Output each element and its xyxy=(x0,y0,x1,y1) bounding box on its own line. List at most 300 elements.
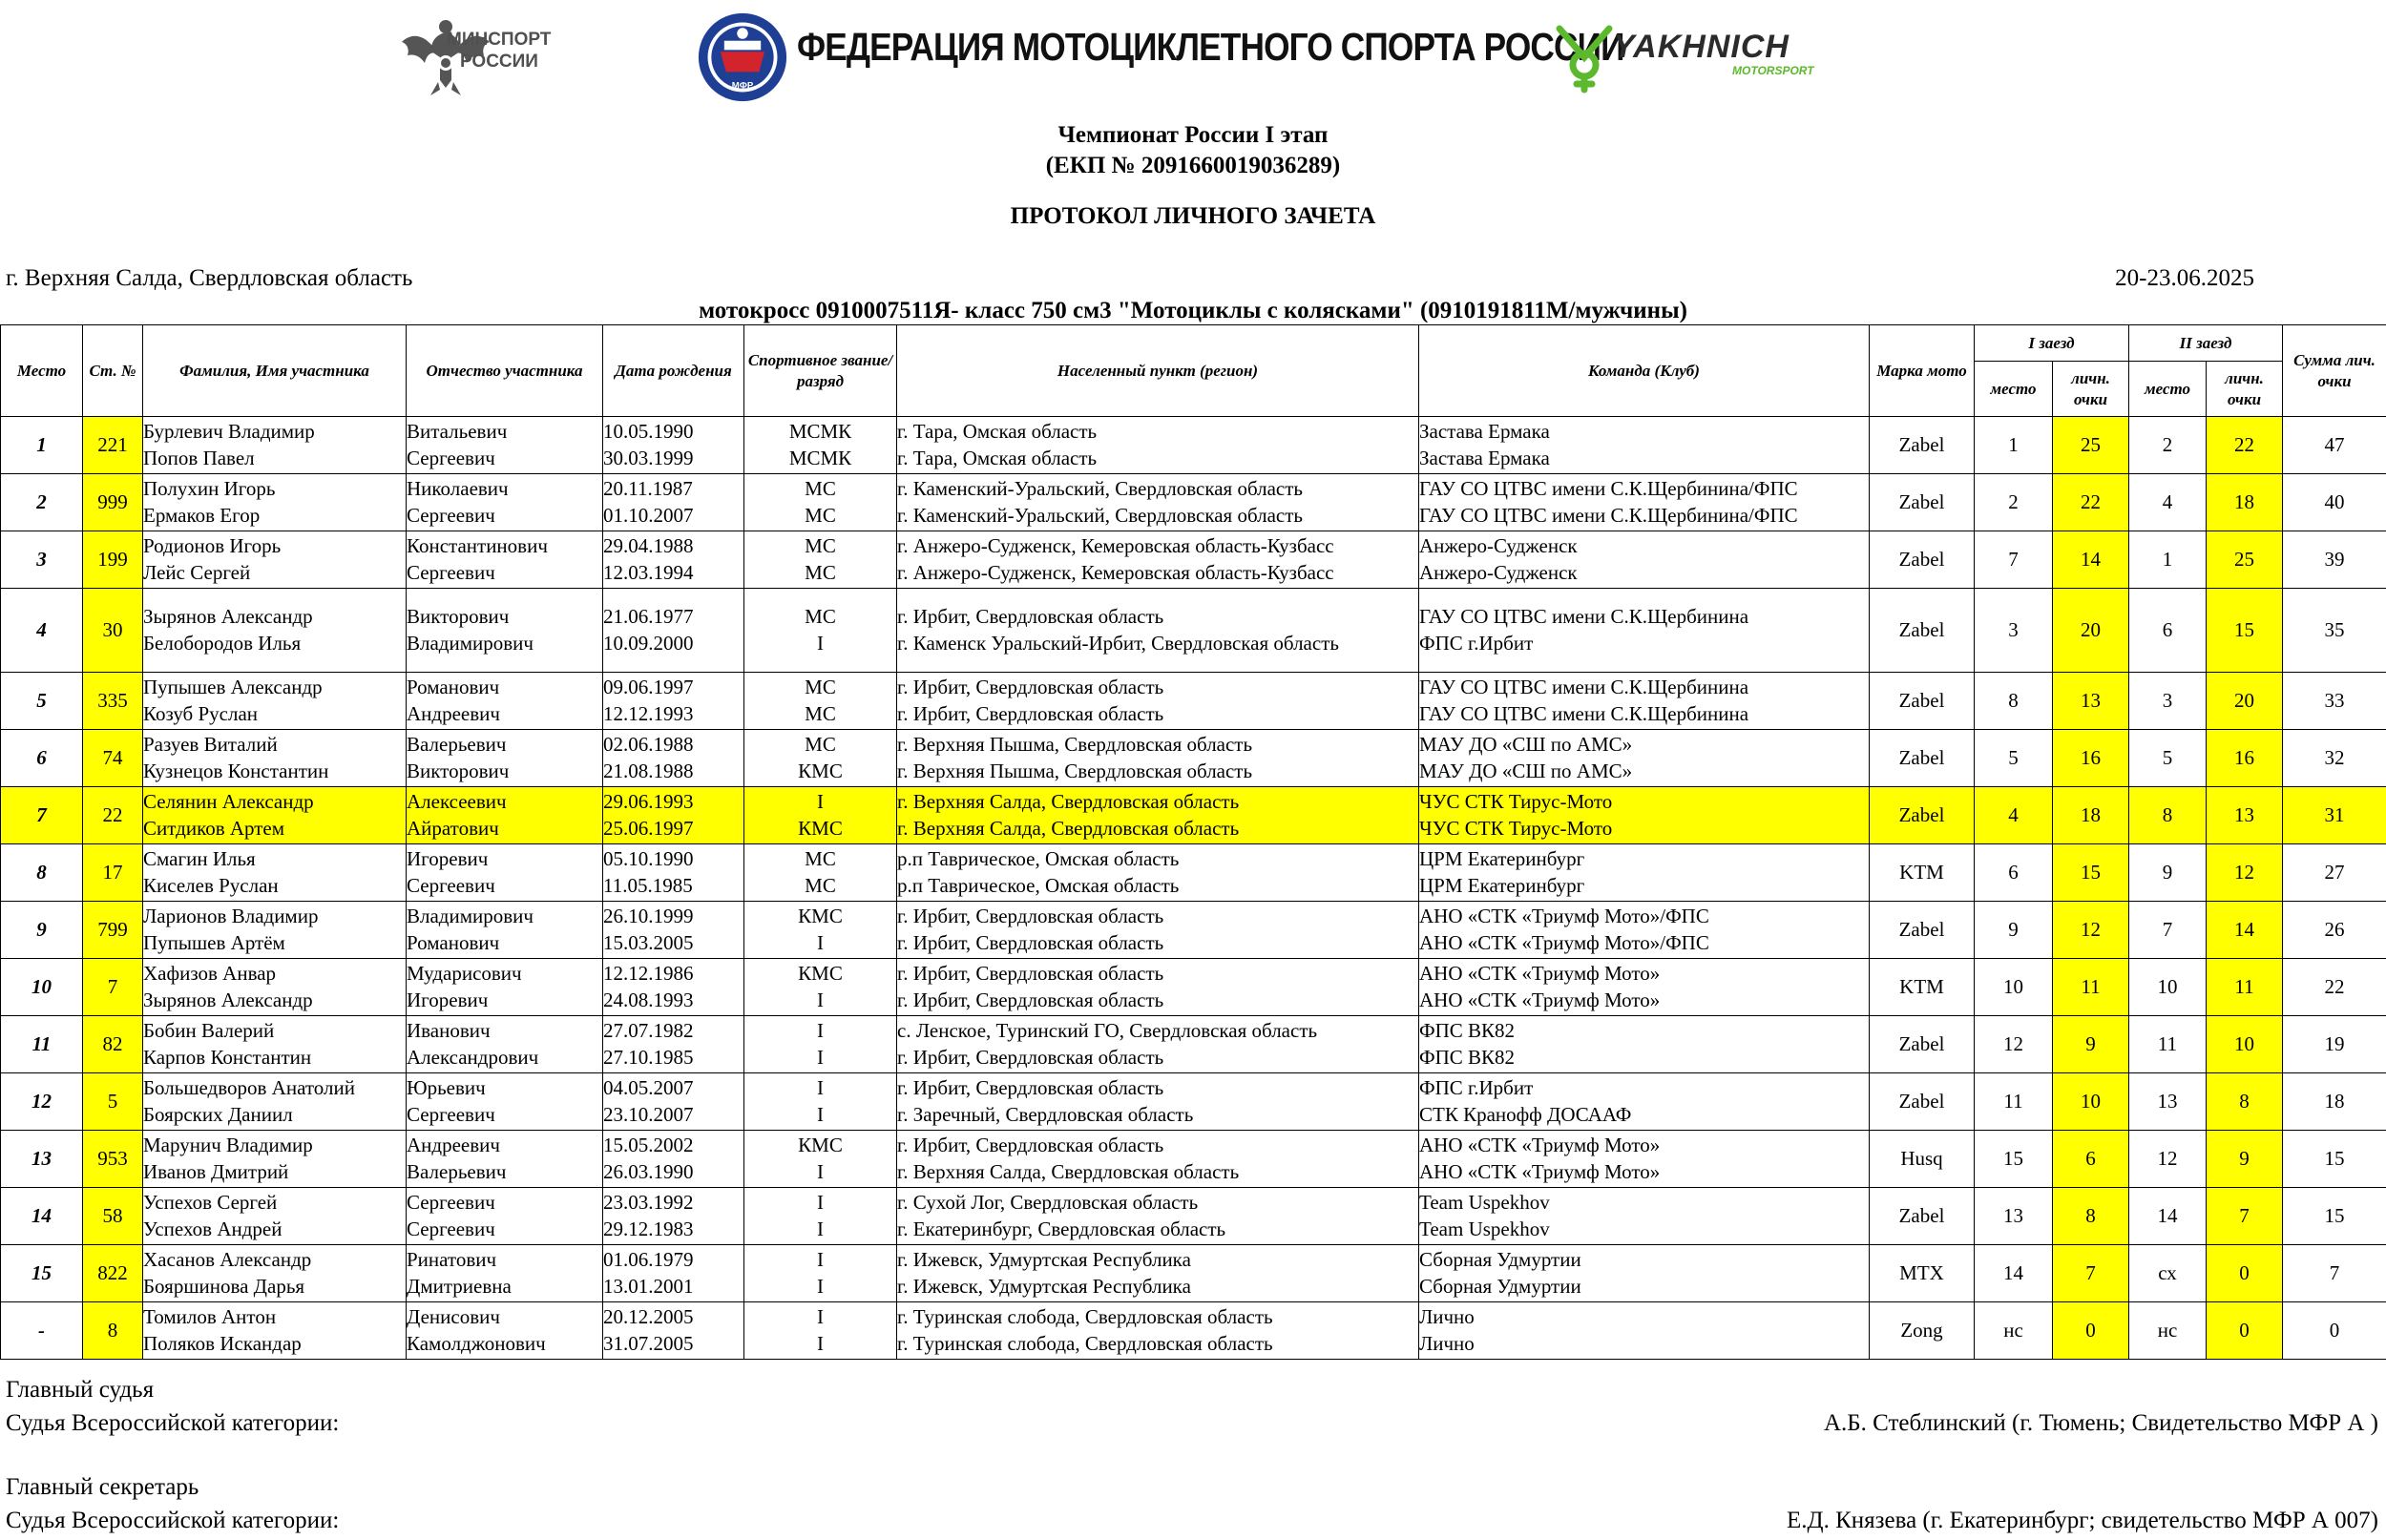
city-cell-line: г. Ирбит, Свердловская область xyxy=(897,1076,1164,1099)
table-row xyxy=(1,902,2386,959)
race2-points-cell: 10 xyxy=(2207,1016,2283,1073)
total-points-cell: 7 xyxy=(2283,1245,2386,1302)
rank-cell-line: КМС xyxy=(798,816,843,840)
col-race1-place: место xyxy=(1975,362,2053,417)
city-cell-line: г. Тара, Омская область xyxy=(897,446,1098,469)
class-description: мотокросс 0910007511Я- класс 750 см3 "Мотоциклы с колясками" (0910191811М/мужчины) xyxy=(699,298,1687,323)
patronymic-cell-line: Викторович xyxy=(407,605,510,628)
bike-cell: Zabel xyxy=(1870,902,1975,959)
bike-cell: MTX xyxy=(1870,1245,1975,1302)
city-cell-line: г. Ирбит, Свердловская область xyxy=(897,605,1164,628)
rank-cell-line: I xyxy=(817,1019,824,1042)
team-cell-line: ГАУ СО ЦТВС имени С.К.Щербинина xyxy=(1419,676,1749,698)
team-cell-line: СТК Кранофф ДОСААФ xyxy=(1419,1102,1632,1126)
bike-cell: Zabel xyxy=(1870,1188,1975,1245)
rank-cell-line: I xyxy=(817,1331,824,1355)
participant-names-cell xyxy=(143,1016,407,1073)
col-total: Сумма лич. очки xyxy=(2283,325,2386,417)
total-points-cell: 15 xyxy=(2283,1188,2386,1245)
rank-cell-line: I xyxy=(817,1217,824,1240)
birth-date-cell-line: 23.10.2007 xyxy=(603,1102,694,1126)
team-cell-line: АНО «СТК «Триумф Мото»/ФПС xyxy=(1419,905,1709,927)
birth-date-cell-line: 10.05.1990 xyxy=(603,420,694,443)
birth-date-cell xyxy=(603,959,744,1016)
patronymic-cell-line: Андреевич xyxy=(407,701,500,725)
patronymic-cell-line: Мударисович xyxy=(407,962,522,985)
race1-place-cell: 3 xyxy=(1975,589,2053,673)
race1-place-cell: 4 xyxy=(1975,787,2053,844)
team-cell-line: МАУ ДО «СШ по АМС» xyxy=(1419,733,1633,756)
total-points-cell: 18 xyxy=(2283,1073,2386,1131)
participant-names-cell xyxy=(143,417,407,474)
bike-cell: KTM xyxy=(1870,844,1975,902)
rank-cell-line: I xyxy=(817,1191,824,1214)
race1-points-cell: 14 xyxy=(2053,531,2129,589)
ekp-number: (ЕКП № 2091660019036289) xyxy=(1045,153,1341,178)
participant-names-cell-line: Попов Павел xyxy=(143,446,255,469)
rank-cell-line: I xyxy=(817,631,824,655)
race2-points-cell: 12 xyxy=(2207,844,2283,902)
table-row xyxy=(1,730,2386,787)
rank-cell-line: МСМК xyxy=(788,420,852,443)
rank-cell-line: I xyxy=(817,1248,824,1271)
bike-cell: Zabel xyxy=(1870,730,1975,787)
patronymic-cell-line: Владимирович xyxy=(407,905,534,927)
patronymic-cell xyxy=(407,589,603,673)
start-number-cell: 799 xyxy=(83,902,143,959)
place-cell: 8 xyxy=(1,844,83,902)
rank-cell-line: МС xyxy=(805,534,836,557)
rank-cell xyxy=(744,844,897,902)
total-points-cell: 19 xyxy=(2283,1016,2386,1073)
city-cell xyxy=(897,844,1419,902)
birth-date-cell-line: 01.06.1979 xyxy=(603,1248,694,1271)
city-cell xyxy=(897,730,1419,787)
city-cell-line: г. Каменский-Уральский, Свердловская область xyxy=(897,503,1303,527)
race1-place-cell: 13 xyxy=(1975,1188,2053,1245)
rank-cell xyxy=(744,531,897,589)
rank-cell-line: МС xyxy=(805,733,836,756)
start-number-cell: 5 xyxy=(83,1073,143,1131)
city-cell-line: г. Ижевск, Удмуртская Республика xyxy=(897,1248,1191,1271)
start-number-cell: 22 xyxy=(83,787,143,844)
protocol-title: ПРОТОКОЛ ЛИЧНОГО ЗАЧЕТА xyxy=(1010,203,1376,229)
team-cell-line: Сборная Удмуртии xyxy=(1419,1248,1581,1271)
birth-date-cell-line: 27.07.1982 xyxy=(603,1019,694,1042)
col-race1-points: личн. очки xyxy=(2053,362,2129,417)
team-cell xyxy=(1419,417,1870,474)
city-cell-line: г. Анжеро-Судженск, Кемеровская область-Кузбасс xyxy=(897,560,1334,584)
bike-cell: Zabel xyxy=(1870,474,1975,531)
race1-points-cell: 10 xyxy=(2053,1073,2129,1131)
team-cell-line: ЧУС СТК Тирус-Мото xyxy=(1419,816,1613,840)
race1-points-cell: 15 xyxy=(2053,844,2129,902)
team-cell xyxy=(1419,1245,1870,1302)
birth-date-cell-line: 30.03.1999 xyxy=(603,446,694,469)
participant-names-cell xyxy=(143,844,407,902)
participant-names-cell-line: Селянин Александр xyxy=(143,790,314,813)
city-cell-line: г. Анжеро-Судженск, Кемеровская область-Кузбасс xyxy=(897,534,1334,557)
team-cell-line: АНО «СТК «Триумф Мото» xyxy=(1419,988,1661,1011)
participant-names-cell-line: Марунич Владимир xyxy=(143,1134,313,1156)
city-cell-line: г. Верхняя Пышма, Свердловская область xyxy=(897,733,1253,756)
race2-place-cell: 2 xyxy=(2129,417,2207,474)
birth-date-cell-line: 02.06.1988 xyxy=(603,733,694,756)
total-points-cell: 35 xyxy=(2283,589,2386,673)
start-number-cell: 999 xyxy=(83,474,143,531)
birth-date-cell-line: 13.01.2001 xyxy=(603,1274,694,1298)
bike-cell: Husq xyxy=(1870,1131,1975,1188)
table-row xyxy=(1,1302,2386,1360)
col-patronymic: Отчество участника xyxy=(407,325,603,417)
start-number-cell: 335 xyxy=(83,673,143,730)
city-cell-line: г. Верхняя Салда, Свердловская область xyxy=(897,790,1240,813)
rank-cell-line: МС xyxy=(805,503,836,527)
start-number-cell: 7 xyxy=(83,959,143,1016)
birth-date-cell-line: 20.12.2005 xyxy=(603,1305,694,1328)
city-cell-line: г. Туринская слобода, Свердловская область xyxy=(897,1305,1273,1328)
city-cell-line: г. Екатеринбург, Свердловская область xyxy=(897,1217,1226,1240)
patronymic-cell-line: Александрович xyxy=(407,1045,539,1069)
rank-cell xyxy=(744,902,897,959)
race1-place-cell: нс xyxy=(1975,1302,2053,1360)
total-points-cell: 22 xyxy=(2283,959,2386,1016)
race1-place-cell: 1 xyxy=(1975,417,2053,474)
total-points-cell: 39 xyxy=(2283,531,2386,589)
city-cell xyxy=(897,673,1419,730)
race2-place-cell: 5 xyxy=(2129,730,2207,787)
participant-names-cell xyxy=(143,589,407,673)
rank-cell xyxy=(744,673,897,730)
team-cell-line: Team Uspekhov xyxy=(1419,1191,1550,1214)
patronymic-cell xyxy=(407,959,603,1016)
col-name: Фамилия, Имя участника xyxy=(143,325,407,417)
city-cell-line: г. Ирбит, Свердловская область xyxy=(897,962,1164,985)
bike-cell: Zabel xyxy=(1870,589,1975,673)
race1-points-cell: 0 xyxy=(2053,1302,2129,1360)
participant-names-cell xyxy=(143,673,407,730)
birth-date-cell-line: 12.03.1994 xyxy=(603,560,694,584)
birth-date-cell xyxy=(603,1016,744,1073)
participant-names-cell-line: Бояршинова Дарья xyxy=(143,1274,305,1298)
place-cell: 4 xyxy=(1,589,83,673)
patronymic-cell-line: Викторович xyxy=(407,759,510,782)
federation-title: ФЕДЕРАЦИЯ МОТОЦИКЛЕТНОГО СПОРТА РОССИИ xyxy=(797,25,1624,69)
rank-cell xyxy=(744,1016,897,1073)
participant-names-cell xyxy=(143,1188,407,1245)
patronymic-cell xyxy=(407,1016,603,1073)
patronymic-cell-line: Юрьевич xyxy=(407,1076,486,1099)
rank-cell-line: МС xyxy=(805,560,836,584)
team-cell-line: АНО «СТК «Триумф Мото»/ФПС xyxy=(1419,930,1709,954)
team-cell-line: МАУ ДО «СШ по АМС» xyxy=(1419,759,1633,782)
rank-cell-line: I xyxy=(817,1305,824,1328)
birth-date-cell xyxy=(603,787,744,844)
patronymic-cell-line: Айратович xyxy=(407,816,499,840)
team-cell-line: Сборная Удмуртии xyxy=(1419,1274,1581,1298)
team-cell xyxy=(1419,959,1870,1016)
team-cell-line: ГАУ СО ЦТВС имени С.К.Щербинина/ФПС xyxy=(1419,477,1798,500)
race1-place-cell: 2 xyxy=(1975,474,2053,531)
birth-date-cell-line: 31.07.2005 xyxy=(603,1331,694,1355)
race2-place-cell: 4 xyxy=(2129,474,2207,531)
yakhnich-logo-text: YAKHNICH xyxy=(1613,29,1790,65)
team-cell xyxy=(1419,474,1870,531)
team-cell-line: ГАУ СО ЦТВС имени С.К.Щербинина xyxy=(1419,701,1749,725)
birth-date-cell-line: 21.08.1988 xyxy=(603,759,694,782)
race1-points-cell: 18 xyxy=(2053,787,2129,844)
bike-cell: Zabel xyxy=(1870,1016,1975,1073)
minsport-logo-text xyxy=(447,29,551,73)
team-cell xyxy=(1419,1302,1870,1360)
patronymic-cell-line: Ринатович xyxy=(407,1248,497,1271)
place-cell: 14 xyxy=(1,1188,83,1245)
rank-cell-line: КМС xyxy=(798,759,843,782)
city-cell xyxy=(897,959,1419,1016)
race2-points-cell: 8 xyxy=(2207,1073,2283,1131)
race2-points-cell: 22 xyxy=(2207,417,2283,474)
race2-place-cell: 9 xyxy=(2129,844,2207,902)
birth-date-cell xyxy=(603,1131,744,1188)
birth-date-cell-line: 23.03.1992 xyxy=(603,1191,694,1214)
patronymic-cell-line: Сергеевич xyxy=(407,446,495,469)
rank-cell-line: МС xyxy=(805,477,836,500)
patronymic-cell-line: Сергеевич xyxy=(407,1191,495,1214)
rank-cell-line: КМС xyxy=(798,1134,843,1156)
participant-names-cell-line: Боярских Даниил xyxy=(143,1102,293,1126)
participant-names-cell xyxy=(143,902,407,959)
participant-names-cell-line: Родионов Игорь xyxy=(143,534,282,557)
patronymic-cell xyxy=(407,844,603,902)
patronymic-cell-line: Андреевич xyxy=(407,1134,500,1156)
patronymic-cell xyxy=(407,531,603,589)
participant-names-cell-line: Большедворов Анатолий xyxy=(143,1076,355,1099)
city-cell-line: г. Верхняя Салда, Свердловская область xyxy=(897,1159,1240,1183)
race2-points-cell: 13 xyxy=(2207,787,2283,844)
city-cell-line: г. Заречный, Свердловская область xyxy=(897,1102,1194,1126)
race1-place-cell: 11 xyxy=(1975,1073,2053,1131)
bike-cell: Zabel xyxy=(1870,417,1975,474)
patronymic-cell-line: Сергеевич xyxy=(407,1217,495,1240)
race2-place-cell: 11 xyxy=(2129,1016,2207,1073)
race2-place-cell: 8 xyxy=(2129,787,2207,844)
birth-date-cell xyxy=(603,474,744,531)
city-cell-line: г. Ирбит, Свердловская область xyxy=(897,905,1164,927)
event-location: г. Верхняя Салда, Свердловская область xyxy=(6,265,413,291)
rank-cell-line: МСМК xyxy=(788,446,852,469)
bike-cell: Zong xyxy=(1870,1302,1975,1360)
birth-date-cell xyxy=(603,1245,744,1302)
table-row xyxy=(1,959,2386,1016)
patronymic-cell xyxy=(407,730,603,787)
place-cell: 5 xyxy=(1,673,83,730)
rank-cell-line: I xyxy=(817,1159,824,1183)
team-cell-line: ЦРМ Екатеринбург xyxy=(1419,873,1585,897)
patronymic-cell-line: Сергеевич xyxy=(407,1102,495,1126)
participant-names-cell-line: Успехов Андрей xyxy=(143,1217,283,1240)
team-cell-line: Анжеро-Судженск xyxy=(1419,534,1578,557)
event-date: 20-23.06.2025 xyxy=(2115,265,2254,291)
patronymic-cell-line: Витальевич xyxy=(407,420,508,443)
patronymic-cell-line: Валерьевич xyxy=(407,1159,507,1183)
birth-date-cell-line: 25.06.1997 xyxy=(603,816,694,840)
patronymic-cell-line: Игоревич xyxy=(407,988,489,1011)
place-cell: 2 xyxy=(1,474,83,531)
city-cell-line: г. Верхняя Салда, Свердловская область xyxy=(897,816,1240,840)
city-cell-line: р.п Таврическое, Омская область xyxy=(897,847,1180,870)
participant-names-cell-line: Кузнецов Константин xyxy=(143,759,329,782)
chief-judge-name: А.Б. Стеблинский (г. Тюмень; Свидетельство МФР А ) xyxy=(1823,1410,2378,1436)
city-cell-line: г. Каменский-Уральский, Свердловская область xyxy=(897,477,1303,500)
birth-date-cell-line: 27.10.1985 xyxy=(603,1045,694,1069)
patronymic-cell xyxy=(407,1245,603,1302)
place-cell: - xyxy=(1,1302,83,1360)
birth-date-cell xyxy=(603,902,744,959)
team-cell-line: ЦРМ Екатеринбург xyxy=(1419,847,1585,870)
participant-names-cell-line: Хафизов Анвар xyxy=(143,962,277,985)
rank-cell xyxy=(744,589,897,673)
birth-date-cell-line: 12.12.1993 xyxy=(603,701,694,725)
city-cell xyxy=(897,531,1419,589)
rank-cell xyxy=(744,1073,897,1131)
city-cell xyxy=(897,1188,1419,1245)
birth-date-cell-line: 04.05.2007 xyxy=(603,1076,694,1099)
team-cell-line: Лично xyxy=(1419,1305,1475,1328)
rank-cell-line: МС xyxy=(805,701,836,725)
team-cell xyxy=(1419,902,1870,959)
table-row xyxy=(1,1016,2386,1073)
race1-place-cell: 10 xyxy=(1975,959,2053,1016)
participant-names-cell-line: Хасанов Александр xyxy=(143,1248,312,1271)
place-cell: 12 xyxy=(1,1073,83,1131)
participant-names-cell-line: Поляков Искандар xyxy=(143,1331,302,1355)
chief-secretary-name: Е.Д. Князева (г. Екатеринбург; свидетельство МФР А 007) xyxy=(1787,1508,2378,1533)
col-race2-place: место xyxy=(2129,362,2207,417)
race2-points-cell: 18 xyxy=(2207,474,2283,531)
participant-names-cell xyxy=(143,1131,407,1188)
table-row xyxy=(1,417,2386,474)
city-cell-line: г. Ирбит, Свердловская область xyxy=(897,1134,1164,1156)
race2-points-cell: 7 xyxy=(2207,1188,2283,1245)
team-cell-line: ГАУ СО ЦТВС имени С.К.Щербинина xyxy=(1419,605,1749,628)
race2-place-cell: 12 xyxy=(2129,1131,2207,1188)
city-cell xyxy=(897,474,1419,531)
patronymic-cell-line: Алексеевич xyxy=(407,790,507,813)
race1-points-cell: 22 xyxy=(2053,474,2129,531)
place-cell: 10 xyxy=(1,959,83,1016)
chief-judge-label: Главный судья xyxy=(6,1377,155,1403)
patronymic-cell-line: Сергеевич xyxy=(407,503,495,527)
col-bike: Марка мото xyxy=(1870,325,1975,417)
start-number-cell: 17 xyxy=(83,844,143,902)
team-cell xyxy=(1419,589,1870,673)
race2-points-cell: 20 xyxy=(2207,673,2283,730)
city-cell xyxy=(897,902,1419,959)
participant-names-cell-line: Зырянов Александр xyxy=(143,988,313,1011)
col-race1: I заезд xyxy=(1975,325,2129,362)
birth-date-cell-line: 12.12.1986 xyxy=(603,962,694,985)
total-points-cell: 0 xyxy=(2283,1302,2386,1360)
participant-names-cell-line: Полухин Игорь xyxy=(143,477,276,500)
patronymic-cell xyxy=(407,1073,603,1131)
col-rank: Спортивное звание/разряд xyxy=(744,325,897,417)
team-cell-line: Лично xyxy=(1419,1331,1475,1355)
patronymic-cell xyxy=(407,787,603,844)
participant-names-cell-line: Пупышев Александр xyxy=(143,676,323,698)
race2-place-cell: 13 xyxy=(2129,1073,2207,1131)
place-cell: 13 xyxy=(1,1131,83,1188)
patronymic-cell-line: Владимирович xyxy=(407,631,534,655)
participant-names-cell-line: Пупышев Артём xyxy=(143,930,285,954)
patronymic-cell-line: Константинович xyxy=(407,534,548,557)
start-number-cell: 822 xyxy=(83,1245,143,1302)
city-cell xyxy=(897,417,1419,474)
birth-date-cell-line: 01.10.2007 xyxy=(603,503,694,527)
city-cell xyxy=(897,1302,1419,1360)
table-row xyxy=(1,1073,2386,1131)
race1-points-cell: 13 xyxy=(2053,673,2129,730)
birth-date-cell-line: 09.06.1997 xyxy=(603,676,694,698)
race1-points-cell: 6 xyxy=(2053,1131,2129,1188)
team-cell-line: ФПС ВК82 xyxy=(1419,1045,1516,1069)
col-birth: Дата рождения xyxy=(603,325,744,417)
table-row xyxy=(1,531,2386,589)
race2-points-cell: 11 xyxy=(2207,959,2283,1016)
minsport-line1: МИНСПОРТ xyxy=(447,30,552,50)
patronymic-cell-line: Дмитриевна xyxy=(407,1274,512,1298)
race2-points-cell: 14 xyxy=(2207,902,2283,959)
race1-place-cell: 9 xyxy=(1975,902,2053,959)
birth-date-cell-line: 15.05.2002 xyxy=(603,1134,694,1156)
rank-cell xyxy=(744,474,897,531)
start-number-cell: 82 xyxy=(83,1016,143,1073)
svg-text:МФР: МФР xyxy=(731,80,754,92)
participant-names-cell xyxy=(143,1245,407,1302)
rank-cell-line: КМС xyxy=(798,905,843,927)
birth-date-cell xyxy=(603,589,744,673)
race2-points-cell: 16 xyxy=(2207,730,2283,787)
race2-points-cell: 25 xyxy=(2207,531,2283,589)
team-cell xyxy=(1419,1073,1870,1131)
rank-cell xyxy=(744,417,897,474)
total-points-cell: 47 xyxy=(2283,417,2386,474)
patronymic-cell-line: Игоревич xyxy=(407,847,489,870)
birth-date-cell xyxy=(603,1073,744,1131)
participant-names-cell-line: Томилов Антон xyxy=(143,1305,277,1328)
yakhnich-logo-subtext: MOTORSPORT xyxy=(1732,64,1814,77)
participant-names-cell-line: Лейс Сергей xyxy=(143,560,251,584)
patronymic-cell xyxy=(407,1131,603,1188)
race1-place-cell: 5 xyxy=(1975,730,2053,787)
rank-cell xyxy=(744,1131,897,1188)
table-row xyxy=(1,589,2386,673)
city-cell-line: г. Ирбит, Свердловская область xyxy=(897,930,1164,954)
race2-place-cell: 14 xyxy=(2129,1188,2207,1245)
place-cell: 9 xyxy=(1,902,83,959)
patronymic-cell-line: Валерьевич xyxy=(407,733,507,756)
mfr-emblem-icon xyxy=(697,11,788,103)
patronymic-cell xyxy=(407,673,603,730)
chief-secretary-label: Главный секретарь xyxy=(6,1474,199,1500)
race1-place-cell: 8 xyxy=(1975,673,2053,730)
rank-cell-line: I xyxy=(817,1274,824,1298)
birth-date-cell-line: 29.06.1993 xyxy=(603,790,694,813)
team-cell xyxy=(1419,1188,1870,1245)
patronymic-cell-line: Сергеевич xyxy=(407,560,495,584)
table-row xyxy=(1,787,2386,844)
birth-date-cell-line: 21.06.1977 xyxy=(603,605,694,628)
race2-place-cell: сх xyxy=(2129,1245,2207,1302)
